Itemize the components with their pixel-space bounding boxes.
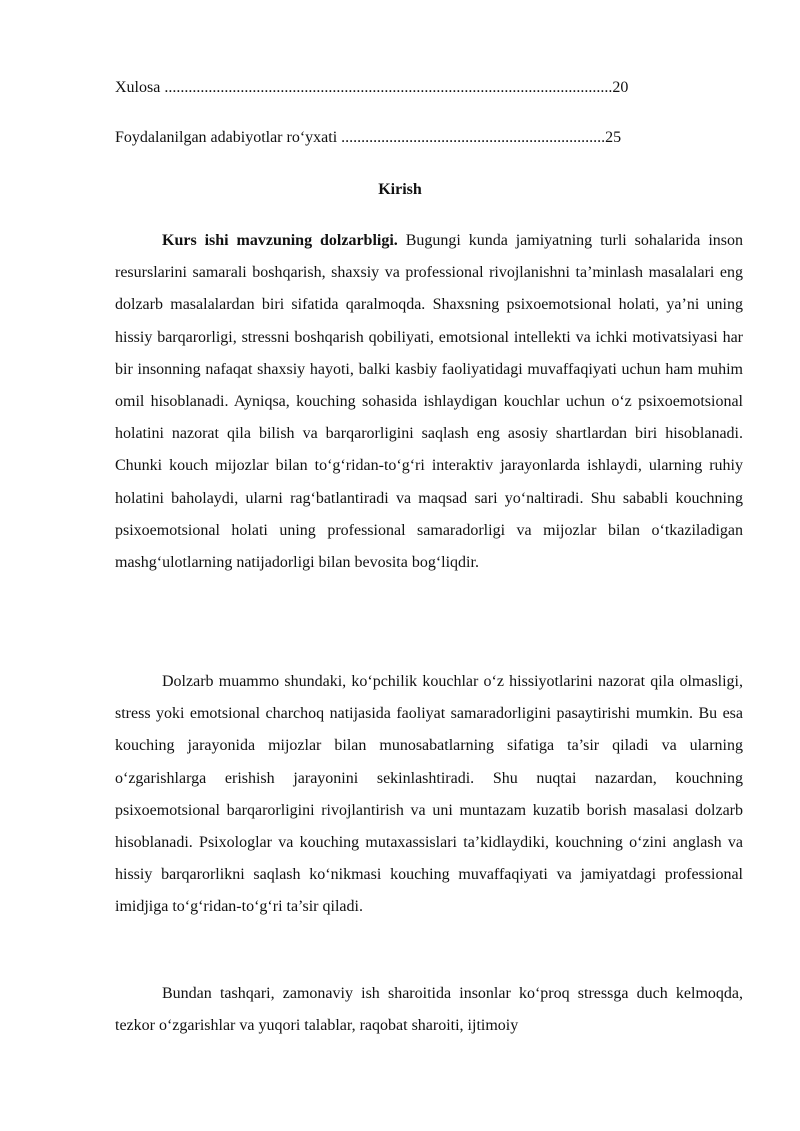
body-paragraph xyxy=(115,225,743,579)
toc-entry-label: Foydalanilgan adabiyotlar ro‘yxati .................................................................. xyxy=(115,129,606,146)
body-paragraph xyxy=(115,666,743,924)
toc-entry-xulosa[interactable] xyxy=(115,78,628,98)
toc-entry-page-number: 25 xyxy=(605,129,622,146)
paragraph-lead: Kurs ishi mavzuning dolzarbligi. xyxy=(162,232,398,249)
toc-entry-label: Xulosa ................................................................................................................ xyxy=(115,79,613,96)
section-heading: Kirish xyxy=(378,181,422,198)
toc-entry-references[interactable] xyxy=(115,128,621,148)
paragraph-text: Dolzarb muammo shundaki, ko‘pchilik kouchlar o‘z hissiyotlarini nazorat qila olmasligi, stress yoki emotsional charchoq natijasida faoliyat samaradorligini pasaytirishi mumkin. Bu esa kouching jarayonida mijozlar bilan munosabatlarning sifatiga ta’sir qiladi va ularning o‘zgarishlarga erishish jarayonini sekinlashtiradi. Shu nuqtai nazardan, kouchning psixoemotsional barqarorligini rivojlantirish va uni muntazam kuzatib borish masalasi dolzarb hisoblanadi. Psixologlar va kouching mutaxassislari ta’kidlaydiki, kouchning o‘zini anglash va hissiy barqarorlikni saqlash ko‘nikmasi kouching muvaffaqiyati va jamiyatdagi professional imidjiga to‘g‘ridan-to‘g‘ri ta’sir qiladi. xyxy=(115,673,743,916)
toc-entry-page-number: 20 xyxy=(612,79,629,96)
body-paragraph xyxy=(115,978,743,1042)
paragraph-text: Bugungi kunda jamiyatning turli sohalarida inson resurslarini samarali boshqarish, shaxsiy va professional rivojlanishni ta’minlash masalalari eng dolzarb masalalardan biri sifatida qaralmoqda. Shaxsning psixoemotsional holati, ya’ni uning hissiy barqarorligi, stressni boshqarish qobiliyati, emotsional intellekti va ichki motivatsiyasi har bir insonning nafaqat shaxsiy hayoti, balki kasbiy faoliyatidagi muvaffaqiyati uchun ham muhim omil hisoblanadi. Ayniqsa, kouching sohasida ishlaydigan kouchlar uchun o‘z psixoemotsional holatini nazorat qila bilish va barqarorligini saqlash eng asosiy shartlardan biri hisoblanadi. Chunki kouch mijozlar bilan to‘g‘ridan-to‘g‘ri interaktiv jarayonlarda ishlaydi, ularning ruhiy holatini baholaydi, ularni rag‘batlantiradi va maqsad sari yo‘naltiradi. Shu sababli kouchning psixoemotsional holati uning professional samaradorligi va mijozlar bilan o‘tkaziladigan mashg‘ulotlarning natijadorligi bilan bevosita bog‘liqdir. xyxy=(115,232,743,572)
paragraph-text: Bundan tashqari, zamonaviy ish sharoitida insonlar ko‘proq stressga duch kelmoqda, tezkor o‘zgarishlar va yuqori talablar, raqobat sharoiti, ijtimoiy xyxy=(115,985,743,1035)
